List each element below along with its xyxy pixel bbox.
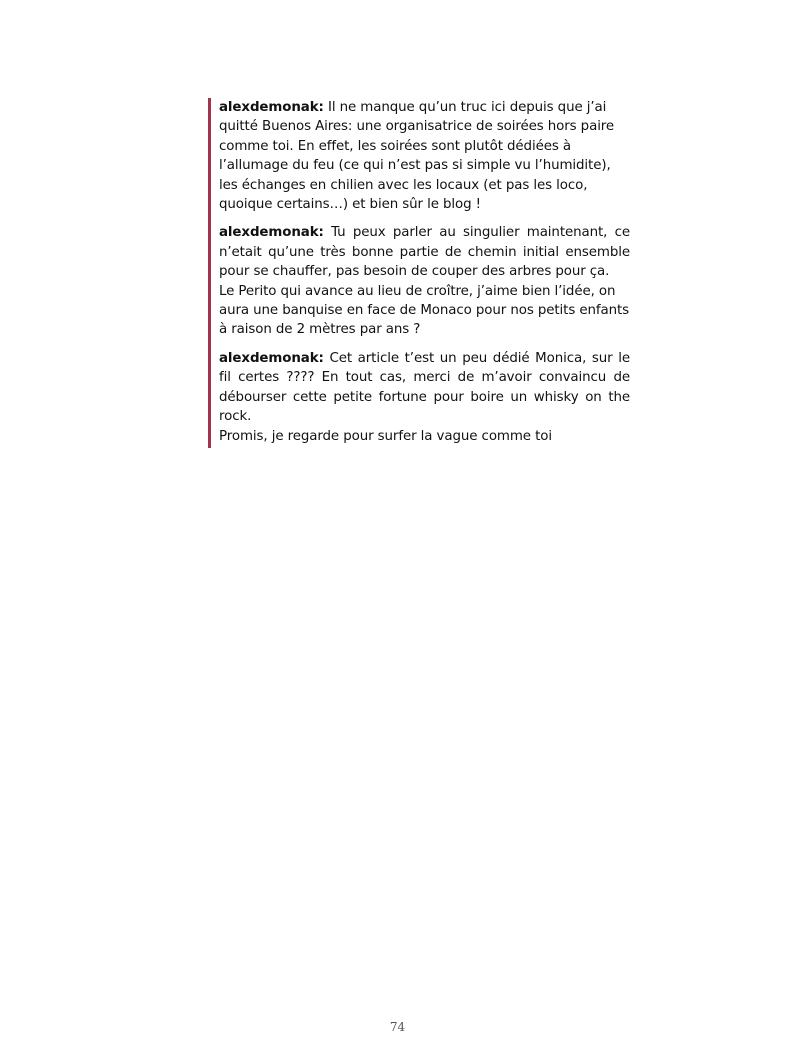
comment-text: Tu peux parler au singulier maintenant, ce n’etait qu’une très bonne partie de chemin initial ensemble pour se chauffer, pas besoin de couper des arbres pour ça. — [219, 225, 630, 280]
comment-2 — [219, 223, 630, 339]
comment-author: alexdemonak: — [219, 225, 324, 241]
comment-thread — [208, 98, 630, 448]
comment-paragraph — [219, 98, 630, 214]
comment-paragraph: Le Perito qui avance au lieu de croître, j’aime bien l’idée, on aura une banquise en face de Monaco pour nos petits enfants à raison de 2 mètres par ans ? — [219, 283, 630, 338]
comment-paragraph: Promis, je regarde pour surfer la vague comme toi — [219, 428, 552, 444]
comment-paragraph — [219, 349, 630, 427]
comment-3 — [219, 349, 630, 446]
comment-text: Il ne manque qu’un truc ici depuis que j’ai quitté Buenos Aires: une organisatrice de soirées hors paire comme toi. En effet, les soirées sont plutôt dédiées à l’allumage du feu (ce qui n’est pas si simple vu l’humidite), les échanges en chilien avec les locaux (et pas les loco, quoique certains…) et bien sûr le blog ! — [219, 100, 615, 213]
comment-1 — [219, 98, 630, 214]
comment-author: alexdemonak: — [219, 350, 324, 366]
comment-text: Cet article t’est un peu dédié Monica, sur le fil certes ???? En tout cas, merci de m’avoir convaincu de débourser cette petite fortune pour boire un whisky on the rock. — [219, 350, 630, 425]
comment-author: alexdemonak: — [219, 100, 324, 115]
comment-paragraph — [219, 223, 630, 281]
page-number: 74 — [389, 1020, 406, 1034]
